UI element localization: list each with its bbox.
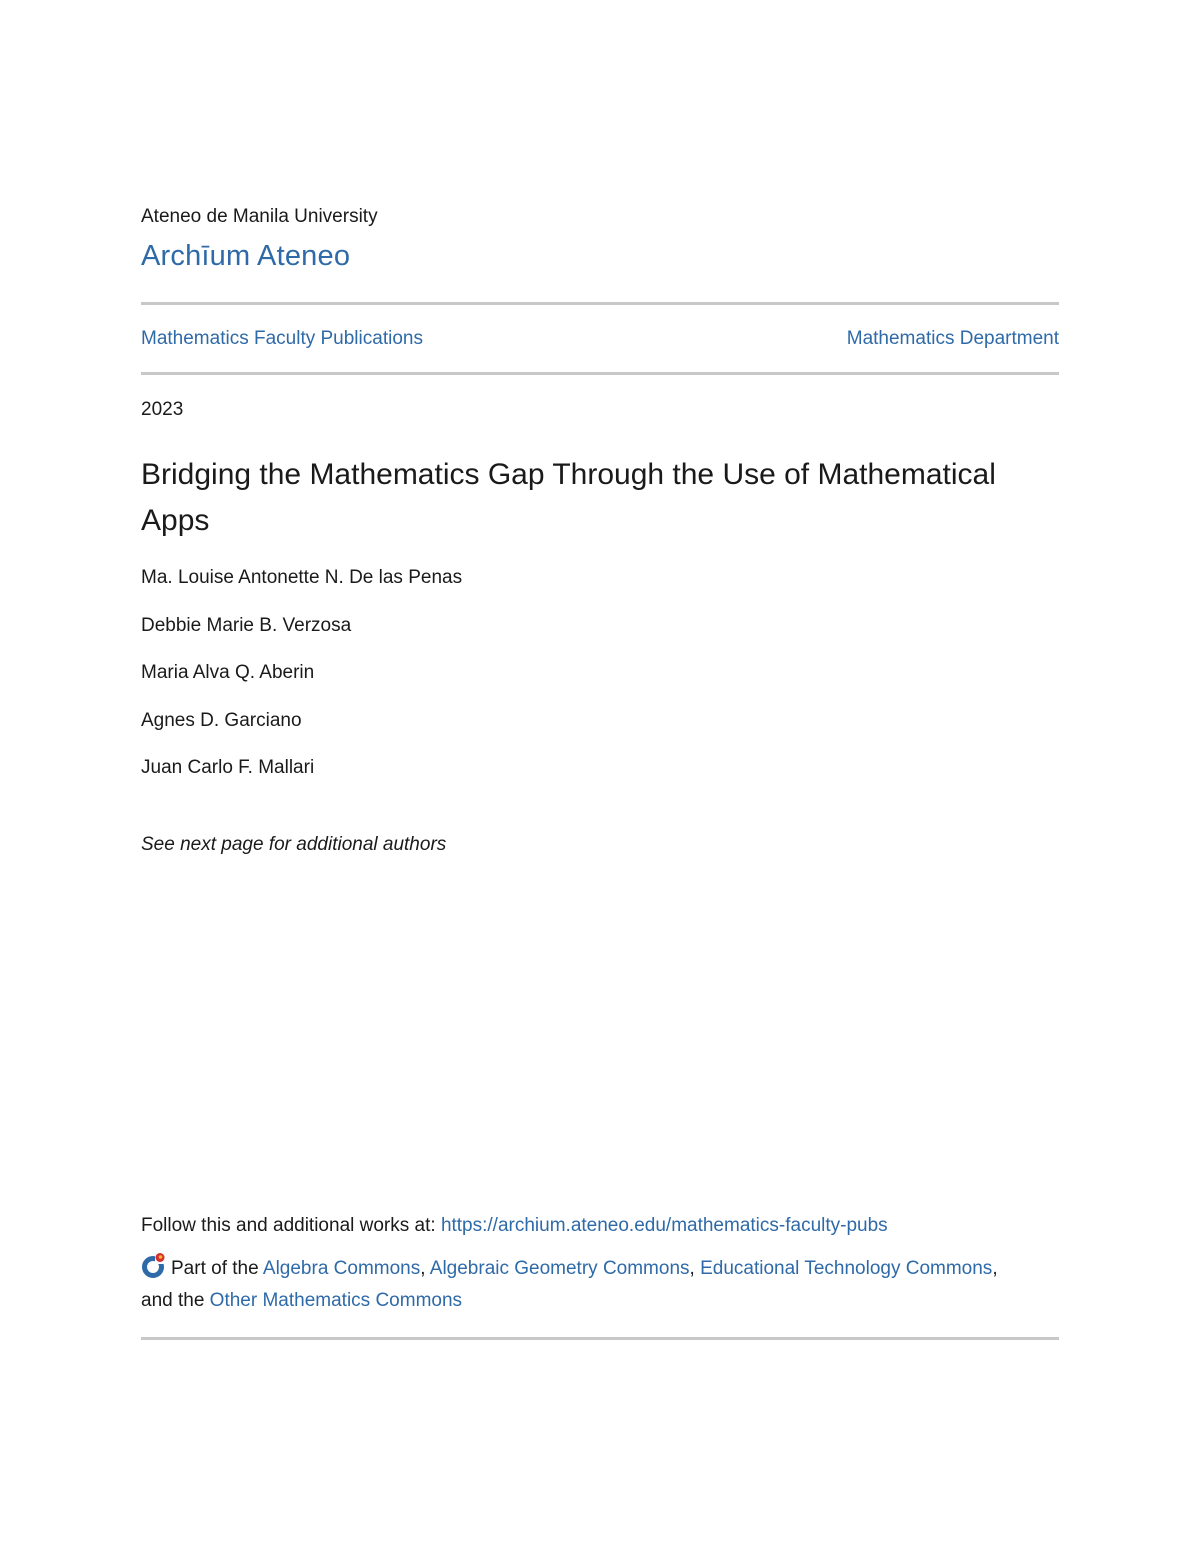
repository-link[interactable]: Archīum Ateneo bbox=[141, 240, 351, 272]
commons-link-algebraic-geometry[interactable]: Algebraic Geometry Commons bbox=[429, 1258, 690, 1279]
and-the-text: and the bbox=[141, 1290, 210, 1311]
follow-text: Follow this and additional works at: bbox=[141, 1215, 441, 1236]
part-of-text: Part of the bbox=[171, 1258, 263, 1279]
comma-separator: , bbox=[992, 1258, 998, 1279]
author-list bbox=[141, 564, 462, 802]
commons-link-algebra[interactable]: Algebra Commons bbox=[262, 1258, 421, 1279]
additional-authors-note: See next page for additional authors bbox=[141, 834, 447, 855]
author-item: Agnes D. Garciano bbox=[141, 709, 302, 731]
paper-title: Bridging the Mathematics Gap Through the Use of Mathematical Apps bbox=[141, 458, 996, 537]
follow-url-link[interactable]: https://archium.ateneo.edu/mathematics-faculty-pubs bbox=[440, 1215, 888, 1236]
comma-separator: , bbox=[689, 1258, 701, 1279]
commons-link-educational-technology[interactable]: Educational Technology Commons bbox=[700, 1258, 993, 1279]
university-name: Ateneo de Manila University bbox=[141, 206, 378, 227]
author-item: Ma. Louise Antonette N. De las Penas bbox=[141, 567, 463, 588]
comma-separator: , bbox=[420, 1258, 430, 1279]
author-item: Juan Carlo F. Mallari bbox=[141, 757, 315, 778]
cover-page bbox=[141, 0, 1059, 1553]
publication-year: 2023 bbox=[141, 399, 184, 420]
network-icon bbox=[141, 1252, 167, 1278]
department-link[interactable]: Mathematics Department bbox=[846, 328, 1059, 349]
author-item: Debbie Marie B. Verzosa bbox=[141, 614, 352, 636]
divider-top bbox=[141, 302, 1059, 305]
follow-line bbox=[141, 1215, 888, 1237]
author-item: Maria Alva Q. Aberin bbox=[141, 662, 315, 683]
commons-link-other-mathematics[interactable]: Other Mathematics Commons bbox=[209, 1290, 463, 1311]
divider-middle bbox=[141, 372, 1059, 375]
commons-line bbox=[141, 1252, 1059, 1317]
series-link[interactable]: Mathematics Faculty Publications bbox=[141, 328, 423, 349]
divider-bottom bbox=[141, 1337, 1059, 1340]
